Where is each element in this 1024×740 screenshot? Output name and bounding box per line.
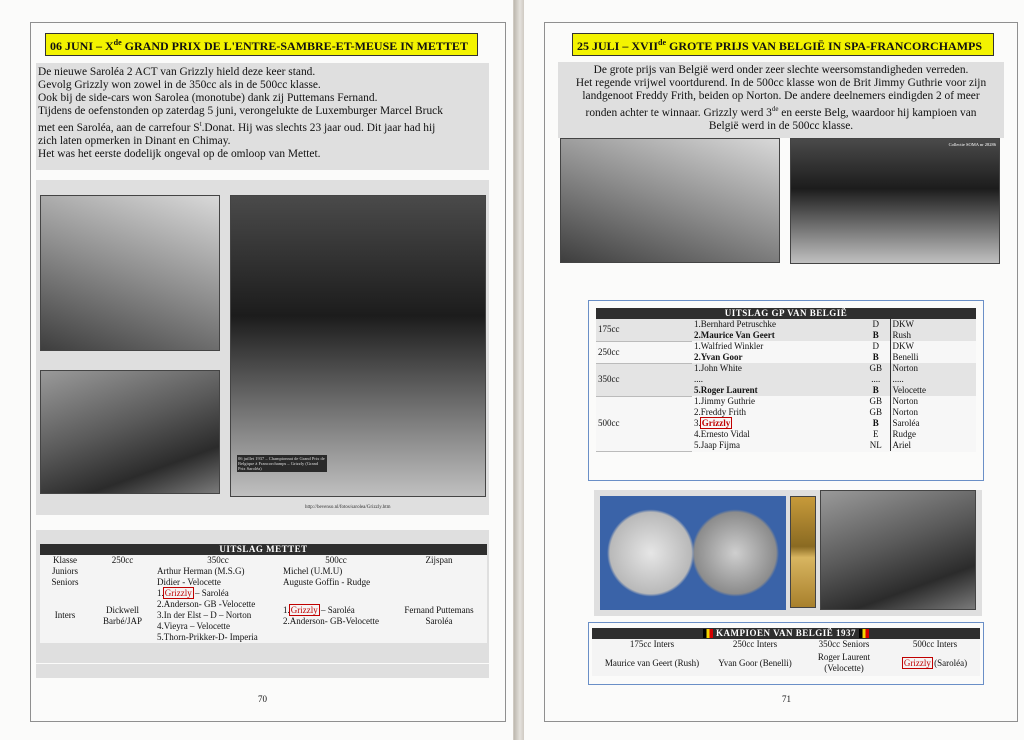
header-350: 350cc [207,555,229,565]
gp-table-row [596,396,976,407]
champ-table [592,628,980,676]
empty-bar [36,664,489,678]
rider-name: 1.John White [694,363,742,373]
row-label-juniors: Juniors [51,566,78,576]
gp-table-row [596,363,976,374]
nationality: E [862,429,890,440]
cell: Didier - Velocette [157,577,221,587]
make: Rudge [892,429,916,439]
header-500: 500cc [325,555,347,565]
rider-name: 1.Walfried Winkler [694,341,764,351]
champ-value: Roger Laurent (Velocette) [817,652,871,673]
belgian-flag-icon [859,629,869,638]
gp-table [596,308,976,452]
champ-header: 250cc Inters [732,639,778,649]
make: Norton [892,407,918,417]
make: Norton [892,396,918,406]
rider-name: 2.Freddy Frith [694,407,747,417]
nationality: B [862,418,890,429]
nationality: B [862,385,890,396]
cell: Dickwell Barbé/JAP [103,604,142,626]
nationality: D [862,319,890,330]
make: DKW [892,319,914,329]
make: DKW [892,341,914,351]
header-250: 250cc [111,555,134,565]
rider-number-6-photo [790,138,1000,264]
cell: Arthur Herman (M.S.G) [157,566,245,576]
champ-header: 350cc Seniors [818,639,870,649]
grizzly-highlight: Grizzly [290,604,318,615]
track-photo [820,490,976,610]
header-zijspan: Zijspan [425,555,453,565]
rider-name: 3.Grizzly [694,418,731,428]
header-klasse: Klasse [53,555,77,565]
rider-name: .... [694,374,703,384]
mettet-table-title: UITSLAG METTET [40,544,487,555]
right-paragraph: De grote prijs van België werd onder zeer slechte weersomstandigheden verreden. Het regende vrijwel voortdurend. In de 500cc klasse won de Brit Jimmy Guthrie voor zijn landgenoot Freddy Frith, beiden op Norton. De andere deelnemers eindigden 2 of meer ronden achter te winnaar. Grizzly werd 3de en eerste Belg, waardoor hij kampioen van België werd in de 500cc klasse. [558,62,1004,138]
class-label: 250cc [596,341,692,363]
rider-name: 1.Jimmy Guthrie [694,396,755,406]
rider-name: 4.Ernesto Vidal [694,429,750,439]
trophy-photo [40,370,220,494]
book-gutter [514,0,524,740]
make: Rush [892,330,912,340]
make: Ariel [892,440,911,450]
inters-500-results: 1.Grizzly – Saroléa 2.Anderson- GB-Velocette [283,604,379,626]
belgian-flag-icon [703,629,713,638]
champ-header: 500cc Inters [912,639,958,649]
make: ..... [892,374,904,384]
class-label: 350cc [596,363,692,396]
page-number-right: 71 [782,694,791,704]
right-page [524,0,1024,740]
champ-value: Yvan Goor (Benelli) [718,657,792,668]
grizzly-highlight: Grizzly [701,418,731,428]
photo-credit: Collectie SOMA nr 28286 [948,142,996,147]
champ-table-title: KAMPIOEN VAN BELGIË 1937 [592,628,980,639]
rider-name: 5.Jaap Fijma [694,440,740,450]
class-label: 500cc [596,396,692,451]
rider-name: 2.Yvan Goor [694,352,743,362]
nationality: B [862,352,890,363]
grizzly-highlight: Grizzly [903,657,931,668]
rider-name: 1.Bernhard Petruschke [694,319,776,329]
nationality: GB [862,407,890,418]
cell: Fernand Puttemans Saroléa [404,604,474,626]
crowd-photo [40,195,220,351]
make: Benelli [892,352,919,362]
nationality: GB [862,363,890,374]
photo-url: http://bevenso.nl/fotos/sarolea/Grizzly.htm [305,505,391,510]
rider-photo [230,195,486,497]
rain-race-photo [560,138,780,263]
cell: Michel (U.M.U) [283,566,343,576]
medal-photo [600,496,786,610]
right-title: 25 JULI – XVIIde GROTE PRIJS VAN BELGIË IN SPA-FRANCORCHAMPS [572,33,994,56]
rider-name: 2.Maurice Van Geert [694,330,775,340]
champ-value: Grizzly (Saroléa) [903,657,968,668]
gp-table-row [596,319,976,330]
make: Norton [892,363,918,373]
cell: Auguste Goffin - Rudge [283,577,371,587]
photo-caption: 06 juillet 1937 – Championnat de Grand Prix de Belgique à Francorchamps – Grizzly (Grand Prix Saroléa) [237,455,327,472]
make: Velocette [892,385,926,395]
gp-table-title: UITSLAG GP VAN BELGIË [596,308,976,319]
left-title: 06 JUNI – Xde GRAND PRIX DE L'ENTRE-SAMBRE-ET-MEUSE IN METTET [45,33,478,56]
gp-table-row [596,341,976,352]
mettet-table [40,544,487,643]
nationality: D [862,341,890,352]
class-label: 175cc [596,319,692,341]
nationality: NL [862,440,890,451]
row-label-inters: Inters [54,610,76,620]
row-label-seniors: Seniors [51,577,79,587]
nationality: B [862,330,890,341]
inters-350-results: 1.Grizzly – Saroléa 2.Anderson- GB -Velocette 3.In der Elst – D – Norton 4.Vieyra – Velocette 5.Thorn-Prikker-D- Imperia [157,588,258,642]
left-paragraph: De nieuwe Saroléa 2 ACT van Grizzly hield deze keer stand. Gevolg Grizzly won zowel in de 350cc als in de 500cc klasse. Ook bij de side-cars won Sarolea (monotube) dank zij Puttemans Fernand. Tijdens de oefenstonden op zaterdag 5 juni, verongelukte de Luxemburger Marcel Bruck met een Saroléa, aan de carrefour $S^t.Donat$. Hij was slechts 23 jaar oud. Dit jaar had hij zich laten opmerken in Dinant en Chimay. Het was het eerste dodelijk ongeval op de omloop van Mettet. [36,63,489,170]
nationality: GB [862,396,890,407]
champ-header: 175cc Inters [629,639,675,649]
rider-name: 5.Roger Laurent [694,385,758,395]
page-number-left: 70 [258,694,267,704]
make: Saroléa [892,418,920,428]
grizzly-highlight: Grizzly [164,588,192,598]
nationality: .... [862,374,890,385]
champ-value: Maurice van Geert (Rush) [604,657,700,668]
plaque-photo [790,496,816,608]
